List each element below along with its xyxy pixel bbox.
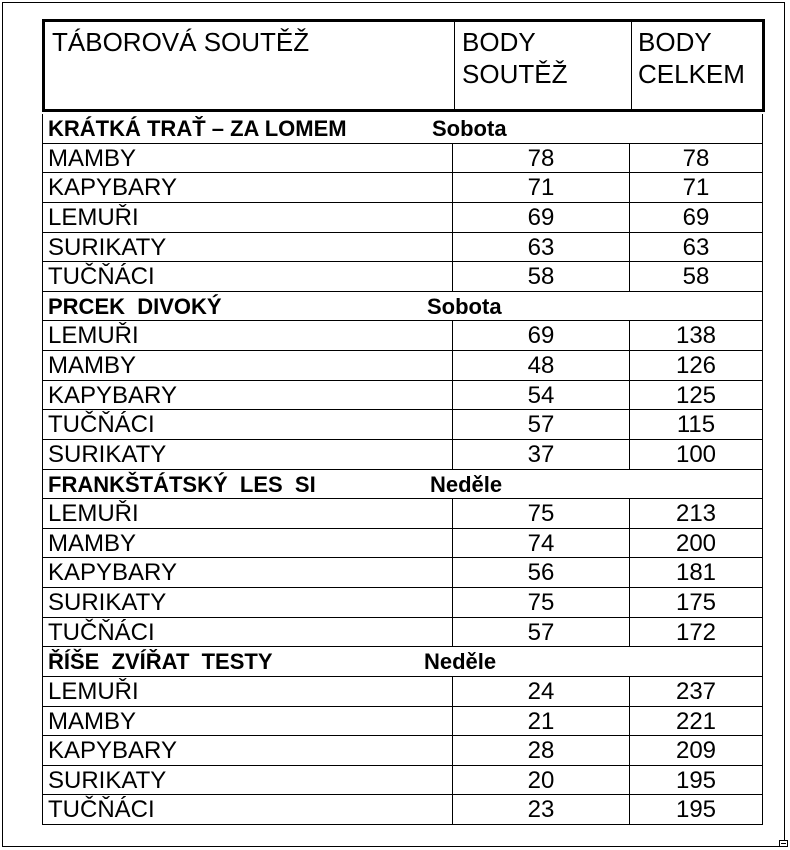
total-value: 71 — [682, 174, 710, 202]
team-name: LEMUŘI — [43, 499, 453, 528]
total-value: 237 — [675, 677, 717, 705]
table-row — [43, 795, 762, 825]
team-name: LEMUŘI — [43, 203, 453, 232]
points-value: 28 — [453, 736, 630, 765]
points-value: 58 — [453, 262, 630, 291]
team-name: MAMBY — [43, 529, 453, 558]
total-value: 172 — [675, 618, 717, 646]
minimize-icon[interactable] — [779, 840, 788, 847]
section-name: FRANKŠTÁTSKÝ LES SI — [48, 471, 316, 497]
section-day: Neděle — [424, 649, 497, 675]
points-value: 63 — [453, 233, 630, 262]
table-row — [43, 677, 762, 707]
section-name: PRCEK DIVOKÝ — [48, 293, 222, 319]
table-header — [42, 19, 765, 112]
team-name: SURIKATY — [43, 766, 453, 795]
table-row — [43, 588, 762, 618]
total-value: 200 — [675, 529, 717, 557]
results-table — [42, 114, 763, 825]
points-value: 56 — [453, 558, 630, 587]
team-name: KAPYBARY — [43, 558, 453, 587]
table-row — [43, 351, 762, 381]
team-name: SURIKATY — [43, 440, 453, 469]
header-total-line1: BODY — [638, 27, 712, 57]
section-header — [43, 114, 762, 144]
header-total-cell — [632, 22, 762, 109]
points-value: 23 — [453, 795, 630, 824]
points-value: 75 — [453, 588, 630, 617]
header-title: TÁBOROVÁ SOUTĚŽ — [52, 27, 310, 57]
table-row — [43, 558, 762, 588]
section-day: Sobota — [427, 293, 502, 319]
total-value: 175 — [675, 589, 717, 616]
table-row — [43, 618, 762, 648]
total-value: 209 — [675, 737, 717, 765]
table-row — [43, 736, 762, 766]
table-row — [43, 529, 762, 559]
team-name: LEMUŘI — [43, 321, 453, 350]
total-value: 138 — [675, 322, 717, 350]
total-value: 100 — [675, 440, 717, 468]
team-name: KAPYBARY — [43, 173, 453, 202]
team-name: KAPYBARY — [43, 736, 453, 765]
total-value: 58 — [682, 263, 710, 291]
total-value: 213 — [675, 500, 717, 528]
points-value: 48 — [453, 351, 630, 380]
table-row — [43, 233, 762, 263]
points-value: 24 — [453, 677, 630, 706]
points-value: 69 — [453, 321, 630, 350]
section-day: Neděle — [430, 471, 503, 497]
total-value: 115 — [676, 411, 716, 439]
total-value: 195 — [675, 796, 717, 824]
team-name: TUČŇÁCI — [43, 618, 453, 647]
table-row — [43, 766, 762, 796]
points-value: 21 — [453, 707, 630, 736]
total-value: 195 — [675, 766, 717, 794]
team-name: MAMBY — [43, 707, 453, 736]
total-value: 69 — [682, 203, 710, 231]
table-row — [43, 144, 762, 174]
team-name: SURIKATY — [43, 233, 453, 262]
points-value: 69 — [453, 203, 630, 232]
team-name: SURIKATY — [43, 588, 453, 617]
section-name: ŘÍŠE ZVÍŘAT TESTY — [48, 649, 273, 675]
table-row — [43, 262, 762, 292]
points-value: 71 — [453, 173, 630, 202]
section-header — [43, 292, 762, 322]
points-value: 54 — [453, 381, 630, 410]
section-header — [43, 470, 762, 500]
table-row — [43, 203, 762, 233]
table-row — [43, 173, 762, 203]
points-value: 75 — [453, 499, 630, 528]
total-value: 126 — [675, 352, 717, 379]
team-name: LEMUŘI — [43, 677, 453, 706]
points-value: 57 — [453, 410, 630, 439]
team-name: TUČŇÁCI — [43, 410, 453, 439]
table-row — [43, 499, 762, 529]
header-points-line1: BODY — [462, 27, 536, 57]
table-row — [43, 707, 762, 737]
table-row — [43, 381, 762, 411]
section-day: Sobota — [432, 116, 507, 141]
points-value: 37 — [453, 440, 630, 469]
section-header — [43, 647, 762, 677]
table-row — [43, 410, 762, 440]
points-value: 57 — [453, 618, 630, 647]
points-value: 74 — [453, 529, 630, 558]
team-name: KAPYBARY — [43, 381, 453, 410]
total-value: 125 — [675, 381, 717, 409]
header-points-line2: SOUTĚŽ — [462, 59, 568, 89]
points-value: 78 — [453, 144, 630, 173]
total-value: 63 — [682, 233, 710, 261]
team-name: MAMBY — [43, 351, 453, 380]
team-name: TUČŇÁCI — [43, 262, 453, 291]
total-value: 181 — [675, 559, 717, 587]
team-name: TUČŇÁCI — [43, 795, 453, 824]
points-value: 20 — [453, 766, 630, 795]
table-row — [43, 321, 762, 351]
total-value: 221 — [675, 707, 717, 735]
header-title-cell — [45, 22, 455, 109]
team-name: MAMBY — [43, 144, 453, 173]
header-points-cell — [455, 22, 632, 109]
header-total-line2: CELKEM — [638, 59, 745, 89]
section-name: KRÁTKÁ TRAŤ – ZA LOMEM — [48, 116, 347, 141]
table-row — [43, 440, 762, 470]
total-value: 78 — [682, 144, 710, 172]
